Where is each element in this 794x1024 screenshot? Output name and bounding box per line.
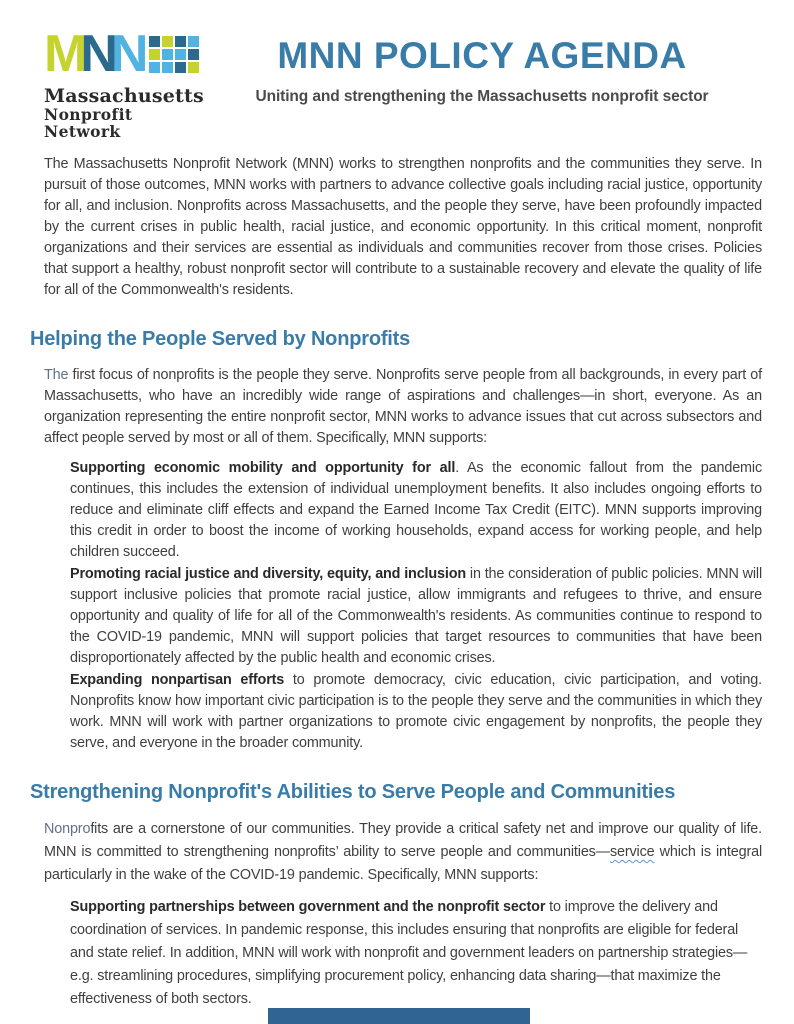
mnn-logo-mark	[44, 25, 202, 84]
policy-item-nonpartisan-efforts	[70, 670, 762, 754]
section-heading-strengthening-nonprofits: Strengthening Nonprofit's Abilities to Serve People and Communities	[30, 781, 676, 803]
lead-end-text: which is integral particularly in the wake of the COVID-19 pandemic. Specifically, MNN supports:	[44, 844, 762, 883]
policy-item-body: to improve the delivery and coordination of services. In pandemic response, this includes ensuring that nonprofits are eligible for federal and state relief. In addition, MNN will work with nonprofit and government leaders on partnership strategies—e.g. streamlining procedures, simplifying procurement policy, enhancing data sharing—that maximize the effectiveness of both sectors.	[70, 899, 748, 1007]
spellcheck-squiggle-word: service	[609, 844, 655, 860]
logo-pixel-grid-icon	[149, 36, 199, 73]
lead-mid-text: fits are a cornerstone of our communities. They provide a critical safety net and improve our quality of life. MNN is committed to strengthening nonprofits’ ability to serve people and communities—	[44, 821, 762, 860]
page-subtitle: Uniting and strengthening the Massachusetts nonprofit sector	[255, 88, 709, 105]
logo-letter-n1: N	[80, 25, 111, 83]
mnn-logo	[24, 25, 204, 141]
lead-start-text: The	[44, 367, 69, 383]
logo-letter-m: M	[44, 25, 81, 83]
intro-paragraph: The Massachusetts Nonprofit Network (MNN) works to strengthen nonprofits and the communities they serve. In pursuit of those outcomes, MNN works with partners to advance collective goals including racial justice, opportunity for all, and inclusion. Nonprofits across Massachusetts, and the people they serve, have been profoundly impacted by the current crises in public health, racial justice, and economic opportunity. In this critical moment, nonprofit organizations and their services are essential as individuals and communities recover from those crises. Policies that support a healthy, robust nonprofit sector will contribute to a sustainable recovery and elevate the quality of life for all of the Commonwealth's residents.	[44, 156, 762, 298]
title-block	[202, 28, 762, 106]
section-heading-helping-people: Helping the People Served by Nonprofits	[30, 328, 411, 350]
page-title: MNN POLICY AGENDA	[277, 35, 687, 76]
policy-item-body: in the consideration of public policies. MNN will support inclusive policies that promote racial justice, allow immigrants and refugees to thrive, and ensure opportunity and quality of life for all of the Commonwealth's residents. As communities continue to respond to the COVID-19 pandemic, MNN will support policies that target resources to communities that have been disproportionately affected by the public health and economic crises.	[70, 566, 762, 666]
policy-item-bold-lead: Supporting partnerships between government and the nonprofit sector	[70, 899, 546, 915]
policy-item-body: . As the economic fallout from the pandemic continues, this includes the extension of individual unemployment benefits. It also includes ongoing efforts to reduce and eliminate cliff effects and expand the Earned Income Tax Credit (EITC). MNN supports improving this credit in order to boost the income of working households, expand access for working people, and help children succeed.	[70, 460, 762, 560]
section-1-lead-paragraph	[44, 365, 762, 449]
lead-rest-text: first focus of nonprofits is the people they serve. Nonprofits serve people from all backgrounds, in every part of Massachusetts, who have an incredibly wide range of aspirations and challenges—in short, everyone. As an organization representing the entire nonprofit sector, MNN works to advance issues that cut across subsectors and affect people served by most or all of them. Specifically, MNN supports:	[44, 367, 762, 446]
policy-item-government-partnerships	[70, 896, 762, 1011]
document-header	[44, 25, 762, 141]
policy-item-bold-lead: Expanding nonpartisan efforts	[70, 672, 285, 688]
footer-bar	[268, 1008, 530, 1024]
lead-start-text: Nonpro	[44, 821, 91, 837]
section-2-lead-paragraph	[44, 818, 762, 887]
logo-org-name-line1: Massachusetts	[44, 85, 204, 107]
policy-item-racial-justice	[70, 564, 762, 669]
logo-org-name-line2: Nonprofit Network	[44, 105, 133, 141]
policy-item-body: to promote democracy, civic education, civic participation, and voting. Nonprofits know how important civic participation is to the people they serve and the communities in which they work. MNN will work with partner organizations to promote civic engagement by nonprofits, the people they serve, and everyone in the broader community.	[70, 672, 762, 751]
policy-item-bold-lead: Supporting economic mobility and opportunity for all	[70, 460, 456, 476]
policy-item-bold-lead: Promoting racial justice and diversity, equity, and inclusion	[70, 566, 467, 582]
policy-item-economic-mobility	[70, 458, 762, 563]
logo-letter-n2: N	[110, 25, 142, 83]
mnn-logo-letters	[44, 25, 142, 83]
